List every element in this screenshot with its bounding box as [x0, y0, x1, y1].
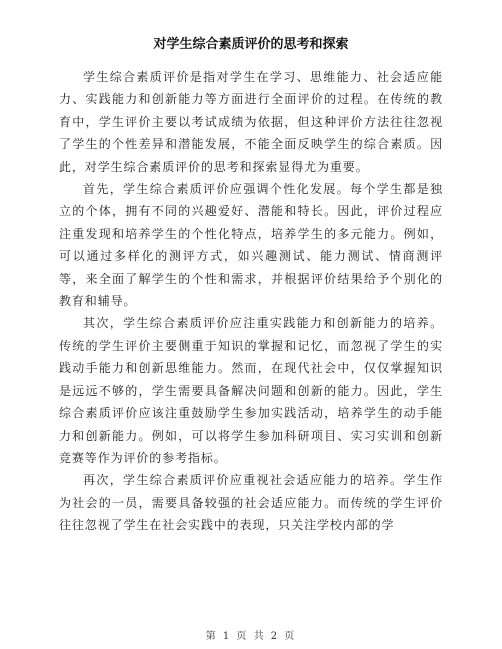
- paragraph-social-adaptation: 再次，学生综合素质评价应重视社会适应能力的培养。学生作为社会的一员，需要具备较强的社会适应能力。而传统的学生评价往往忽视了学生在社会实践中的表现，只关注学校内部的学: [59, 473, 443, 533]
- paragraph-practice-innovation: 其次，学生综合素质评价应注重实践能力和创新能力的培养。传统的学生评价主要侧重于知识的掌握和记忆，而忽视了学生的实践动手能力和创新思维能力。然而，在现代社会中，仅仅掌握知识是远远不够的，学生需要具备解决问题和创新的能力。因此，学生综合素质评价应该注重鼓励学生参加实践活动，培养学生的动手能力和创新能力。例如，可以将学生参加科研项目、实习实训和创新竞赛等作为评价的参考指标。: [59, 316, 443, 465]
- paragraph-individuality: 首先，学生综合素质评价应强调个性化发展。每个学生都是独立的个体，拥有不同的兴趣爱好、潜能和特长。因此，评价过程应注重发现和培养学生的个性化特点，培养学生的多元能力。例如，可以通过多样化的测评方式，如兴趣测试、能力测试、情商测评等，来全面了解学生的个性和需求，并根据评价结果给予个别化的教育和辅导。: [59, 182, 443, 309]
- document-body: [59, 66, 443, 537]
- document-title: 对学生综合素质评价的思考和探索: [153, 37, 349, 52]
- page-number-footer: 第 1 页 共 2 页: [205, 631, 297, 642]
- paragraph-intro: 学生综合素质评价是指对学生在学习、思维能力、社会适应能力、实践能力和创新能力等方面进行全面评价的过程。在传统的教育中，学生评价主要以考试成绩为依据，但这种评价方法往往忽视了学生的个性差异和潜能发展，不能全面反映学生的综合素质。因此，对学生综合素质评价的思考和探索显得尤为重要。: [59, 70, 443, 174]
